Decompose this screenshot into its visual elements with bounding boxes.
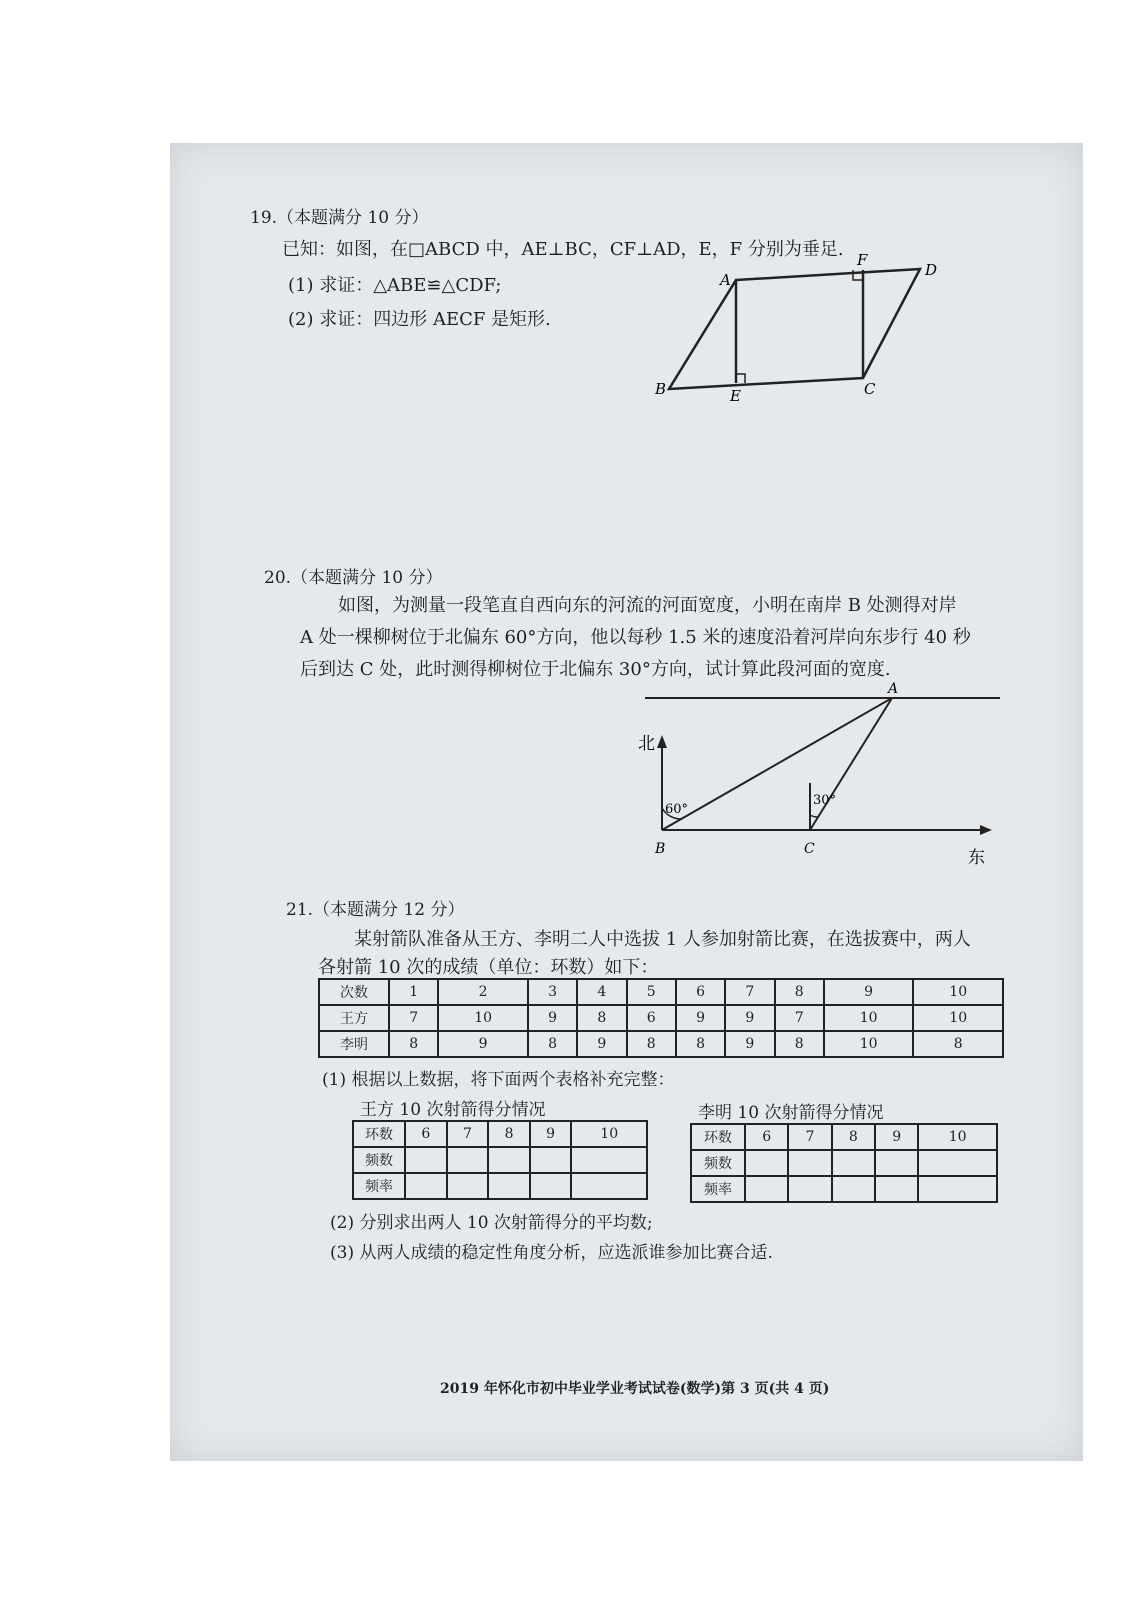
table-cell: 频数 — [691, 1150, 745, 1176]
table-cell: 次数 — [319, 979, 389, 1005]
q20-line2: A 处一棵柳树位于北偏东 60°方向，他以每秒 1.5 米的速度沿着河岸向东步行 40 秒 — [300, 627, 971, 648]
score-table — [318, 978, 1004, 1058]
q20-line1: 如图，为测量一段笔直自西向东的河流的河面宽度，小明在南岸 B 处测得对岸 — [338, 595, 957, 616]
table-cell: 李明 — [319, 1031, 389, 1057]
label-c: C — [864, 380, 876, 398]
table-cell: 8 — [389, 1031, 438, 1057]
blank-cell — [745, 1176, 788, 1202]
q19-header: 19.（本题满分 10 分） — [250, 208, 429, 228]
angle-60: 60° — [665, 802, 689, 817]
table-cell: 9 — [875, 1124, 918, 1150]
blank-cell — [405, 1147, 447, 1173]
blank-cell — [488, 1173, 530, 1199]
table-cell: 8 — [528, 1031, 577, 1057]
table-cell: 9 — [725, 1005, 774, 1031]
blank-cell — [875, 1176, 918, 1202]
label-c: C — [804, 841, 815, 857]
blank-cell — [405, 1173, 447, 1199]
label-e: E — [730, 387, 741, 403]
label-d: D — [925, 261, 938, 279]
parallelogram-figure — [650, 253, 960, 403]
table-cell: 10 — [918, 1124, 997, 1150]
blank-cell — [788, 1176, 831, 1202]
q20-header: 20.（本题满分 10 分） — [264, 568, 443, 588]
table-cell: 10 — [824, 1005, 914, 1031]
table-row — [319, 1005, 1003, 1031]
li-table-title: 李明 10 次射箭得分情况 — [698, 1103, 884, 1123]
table-row — [691, 1176, 997, 1202]
blank-cell — [832, 1150, 875, 1176]
q19-part2: (2) 求证：四边形 AECF 是矩形. — [288, 309, 551, 330]
table-cell: 环数 — [691, 1124, 745, 1150]
table-row — [353, 1147, 647, 1173]
table-row — [319, 1031, 1003, 1057]
table-cell: 8 — [577, 1005, 626, 1031]
table-cell: 6 — [405, 1121, 447, 1147]
table-cell: 7 — [788, 1124, 831, 1150]
q21-part1: (1) 根据以上数据，将下面两个表格补充完整： — [322, 1070, 675, 1090]
river-figure — [610, 673, 1020, 873]
table-cell: 6 — [627, 1005, 676, 1031]
blank-cell — [488, 1147, 530, 1173]
q21-part3: (3) 从两人成绩的稳定性角度分析，应选派谁参加比赛合适. — [330, 1243, 773, 1263]
q20-line3: 后到达 C 处，此时测得柳树位于北偏东 30°方向，试计算此段河面的宽度. — [300, 659, 891, 680]
label-a: A — [720, 271, 731, 289]
table-cell: 6 — [676, 979, 725, 1005]
table-cell: 环数 — [353, 1121, 405, 1147]
table-cell: 9 — [824, 979, 914, 1005]
table-cell: 8 — [775, 1031, 824, 1057]
table-cell: 10 — [913, 1005, 1003, 1031]
blank-cell — [447, 1173, 489, 1199]
blank-cell — [530, 1173, 572, 1199]
blank-cell — [875, 1150, 918, 1176]
blank-cell — [447, 1147, 489, 1173]
table-cell: 7 — [725, 979, 774, 1005]
blank-cell — [571, 1147, 647, 1173]
li-freq-table — [690, 1123, 998, 1203]
q19-given: 已知：如图，在□ABCD 中，AE⊥BC，CF⊥AD，E，F 分别为垂足. — [282, 239, 844, 260]
label-b: B — [655, 380, 667, 398]
table-cell: 频率 — [353, 1173, 405, 1199]
table-cell: 9 — [438, 1031, 528, 1057]
q21-header: 21.（本题满分 12 分） — [286, 900, 465, 920]
wang-table-title: 王方 10 次射箭得分情况 — [360, 1100, 546, 1120]
table-cell: 8 — [627, 1031, 676, 1057]
blank-cell — [918, 1176, 997, 1202]
table-row — [691, 1150, 997, 1176]
table-cell: 10 — [824, 1031, 914, 1057]
table-cell: 10 — [438, 1005, 528, 1031]
label-f: F — [857, 253, 868, 269]
table-cell: 9 — [528, 1005, 577, 1031]
table-cell: 8 — [775, 979, 824, 1005]
table-row — [353, 1173, 647, 1199]
q21-line2: 各射箭 10 次的成绩（单位：环数）如下： — [318, 957, 659, 978]
score-table-head — [319, 979, 1003, 1005]
blank-cell — [788, 1150, 831, 1176]
table-row — [353, 1121, 647, 1147]
table-cell: 频率 — [691, 1176, 745, 1202]
table-cell: 3 — [528, 979, 577, 1005]
table-cell: 5 — [627, 979, 676, 1005]
blank-cell — [918, 1150, 997, 1176]
table-cell: 8 — [832, 1124, 875, 1150]
angle-30: 30° — [813, 793, 837, 808]
table-cell: 8 — [676, 1031, 725, 1057]
table-cell: 10 — [913, 979, 1003, 1005]
north-label: 北 — [638, 734, 655, 754]
label-b: B — [655, 841, 666, 857]
blank-cell — [745, 1150, 788, 1176]
table-cell: 2 — [438, 979, 528, 1005]
table-cell: 频数 — [353, 1147, 405, 1173]
table-cell: 9 — [577, 1031, 626, 1057]
q21-part2: (2) 分别求出两人 10 次射箭得分的平均数; — [330, 1213, 653, 1233]
table-cell: 8 — [488, 1121, 530, 1147]
exam-page — [170, 143, 1083, 1461]
blank-cell — [832, 1176, 875, 1202]
table-cell: 9 — [530, 1121, 572, 1147]
table-cell: 9 — [725, 1031, 774, 1057]
table-cell: 8 — [913, 1031, 1003, 1057]
table-cell: 7 — [389, 1005, 438, 1031]
page-footer: 2019 年怀化市初中毕业学业考试试卷(数学)第 3 页(共 4 页) — [440, 1381, 830, 1397]
table-cell: 4 — [577, 979, 626, 1005]
wang-freq-table — [352, 1120, 648, 1200]
table-row — [691, 1124, 997, 1150]
q19-part1: (1) 求证：△ABE≌△CDF; — [288, 275, 502, 296]
table-cell: 9 — [676, 1005, 725, 1031]
table-cell: 6 — [745, 1124, 788, 1150]
east-label: 东 — [968, 848, 985, 868]
table-cell: 王方 — [319, 1005, 389, 1031]
q21-line1: 某射箭队准备从王方、李明二人中选拔 1 人参加射箭比赛，在选拔赛中，两人 — [354, 929, 971, 950]
table-cell: 10 — [571, 1121, 647, 1147]
table-cell: 1 — [389, 979, 438, 1005]
table-cell: 7 — [447, 1121, 489, 1147]
table-cell: 7 — [775, 1005, 824, 1031]
label-a: A — [888, 681, 899, 697]
blank-cell — [530, 1147, 572, 1173]
blank-cell — [571, 1173, 647, 1199]
